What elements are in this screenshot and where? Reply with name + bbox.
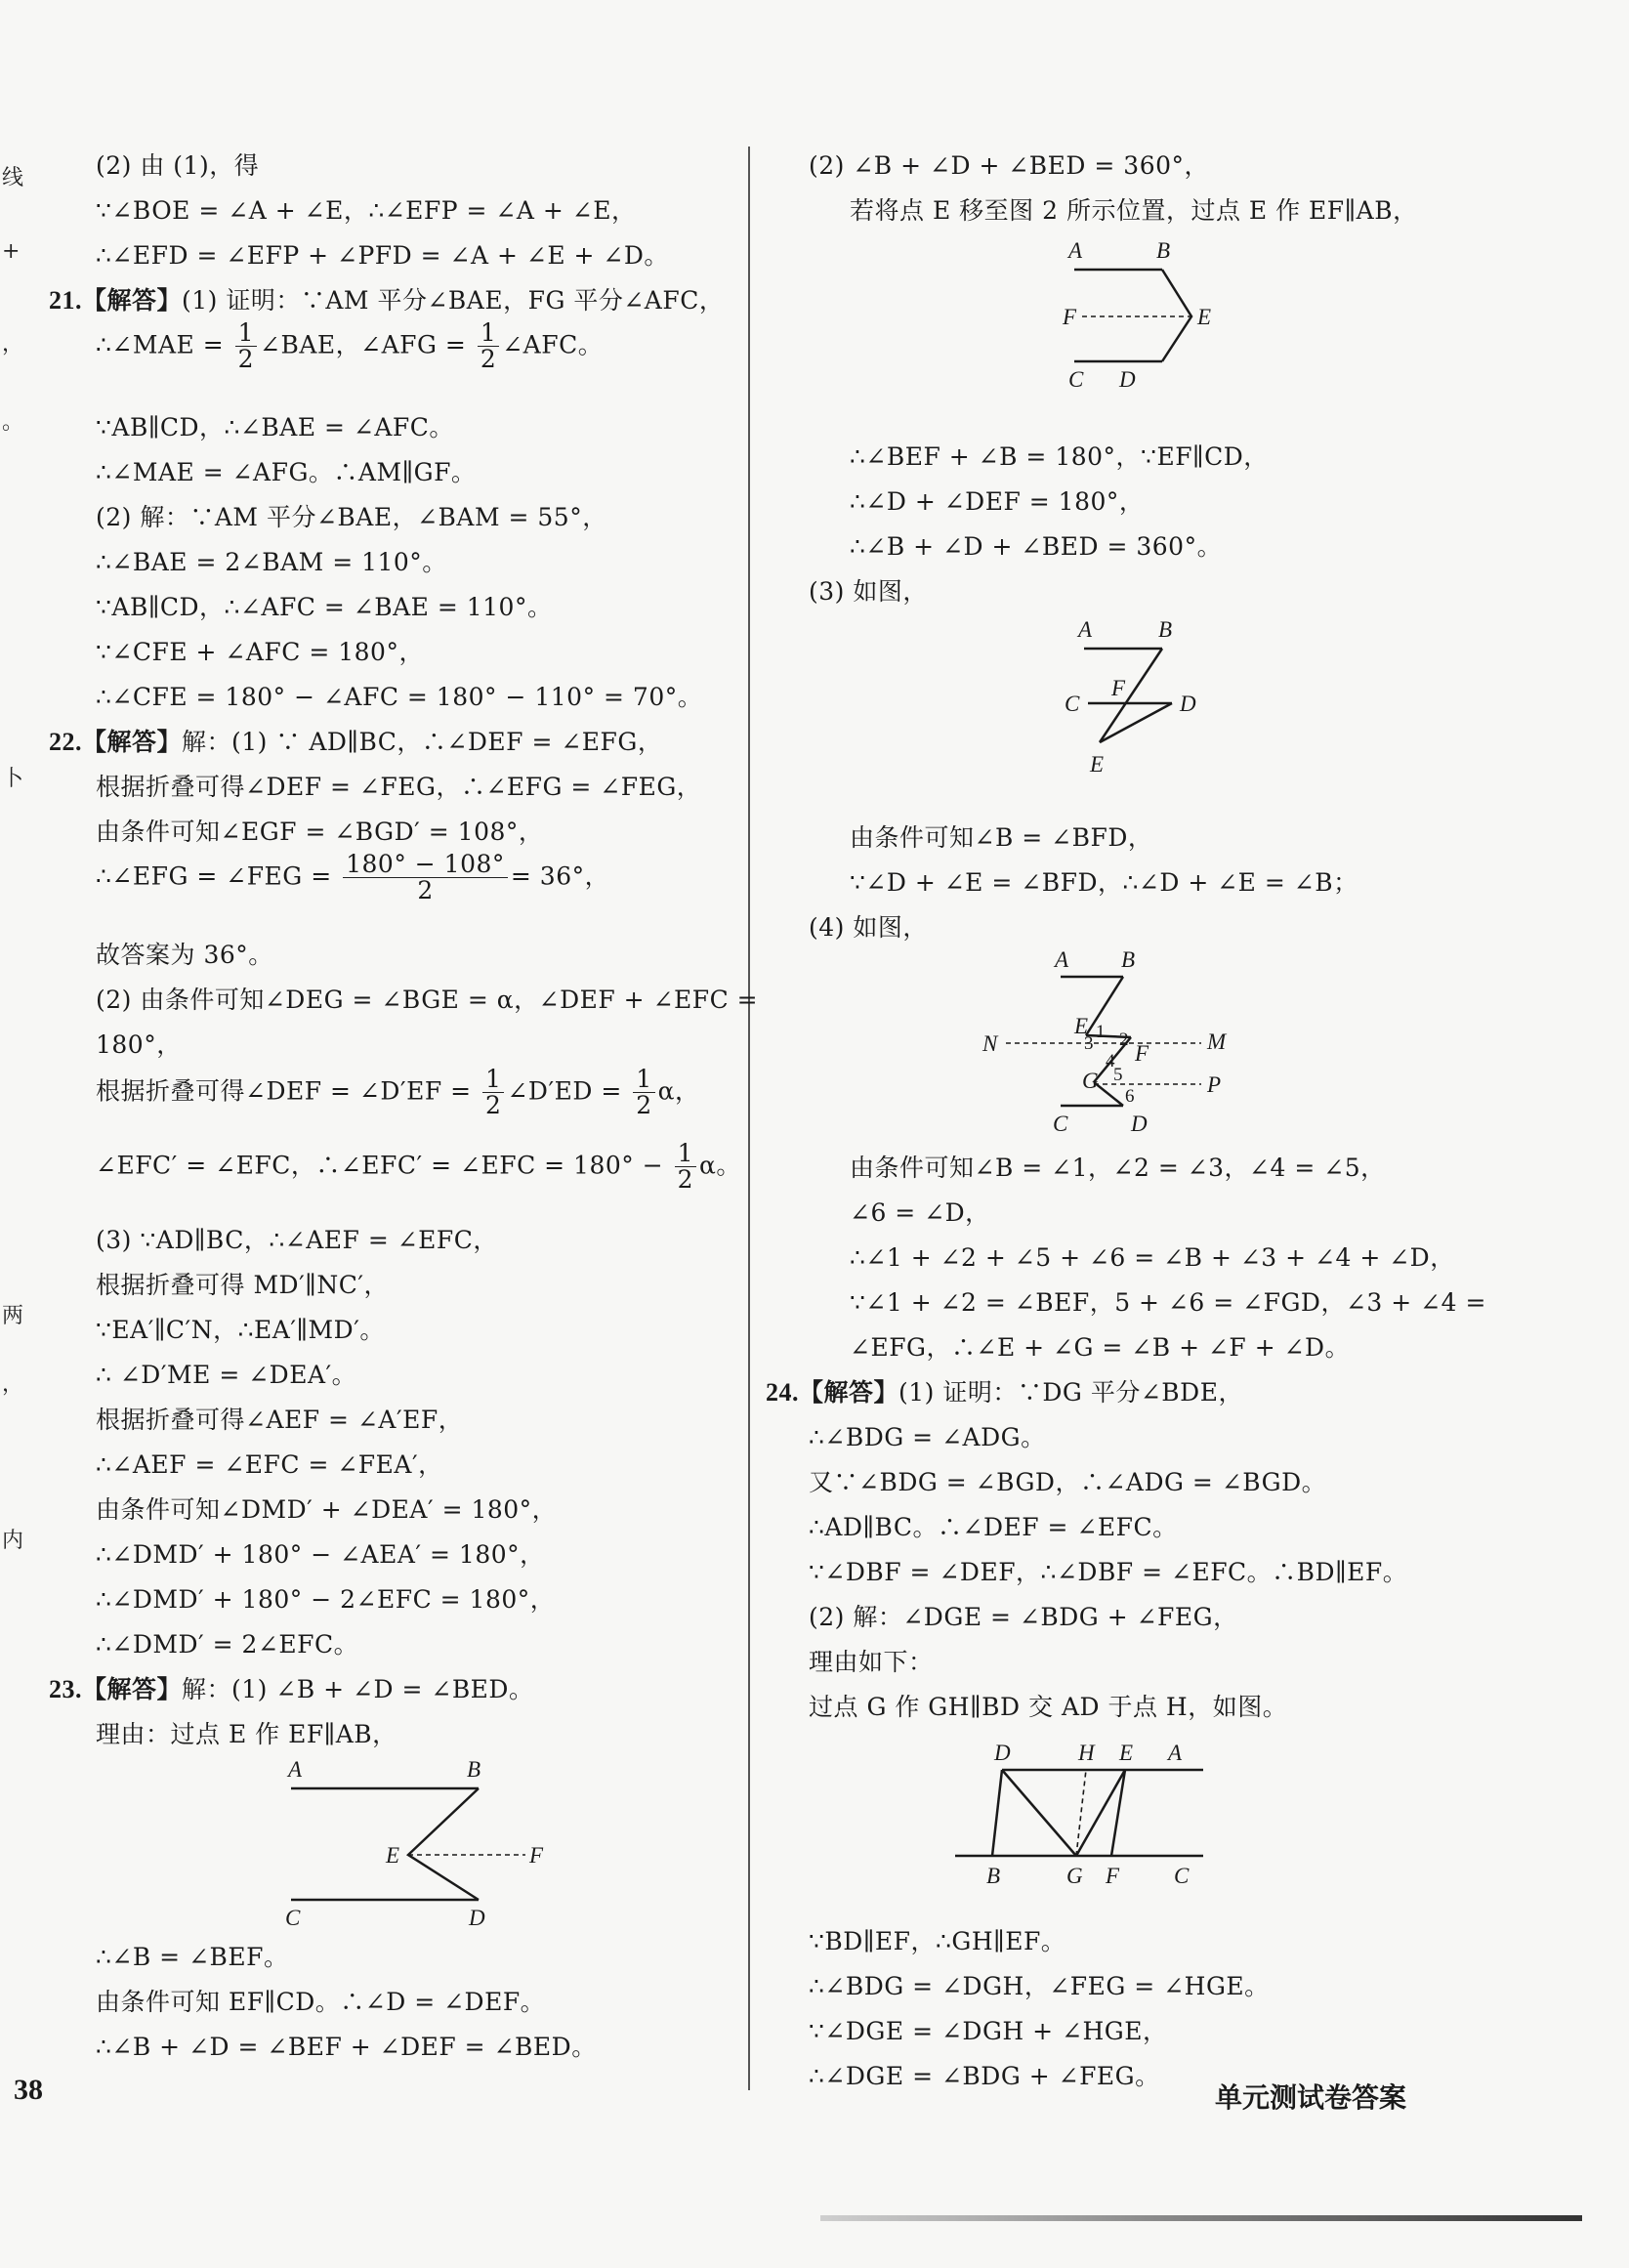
label-G: G	[1082, 1069, 1099, 1093]
answer-tag: 【解答】	[799, 1378, 899, 1407]
text-line: (2) ∠B + ∠D + ∠BED = 360°，	[809, 151, 1210, 180]
label-M: M	[1207, 1029, 1227, 1054]
text-line: (2) 解：∠DGE = ∠BDG + ∠FEG，	[809, 1603, 1238, 1631]
margin-fragment: 线	[2, 166, 24, 190]
text-line: ∴∠BEF + ∠B = 180°，∵EF∥CD，	[850, 442, 1269, 471]
expr-part: α，	[657, 1076, 700, 1106]
label-D: D	[1131, 1112, 1148, 1136]
text-line: ∠EFG，∴∠E + ∠G = ∠B + ∠F + ∠D。	[850, 1333, 1351, 1362]
label-A: A	[1068, 238, 1083, 263]
figure-q23-4	[967, 947, 1231, 1136]
text-line: (2) 由条件可知∠DEG = ∠BGE = α，∠DEF + ∠EFC =	[96, 986, 759, 1014]
text-line: ∵∠D + ∠E = ∠BFD，∴∠D + ∠E = ∠B；	[850, 868, 1358, 897]
segment-BED	[408, 1788, 479, 1900]
segment-DB	[992, 1770, 1002, 1856]
text-line: ∴∠B + ∠D = ∠BEF + ∠DEF = ∠BED。	[96, 2033, 597, 2061]
text-line: ∴∠B + ∠D + ∠BED = 360°。	[850, 532, 1223, 561]
label-C: C	[1053, 1112, 1068, 1136]
text-line: (2) 由 (1)，得	[96, 151, 260, 180]
label-F: F	[1111, 676, 1126, 700]
denominator: 2	[485, 1091, 502, 1120]
fraction	[235, 320, 257, 373]
question-number: 22.	[49, 728, 82, 756]
text-line: 由条件可知∠B = ∠1，∠2 = ∠3，∠4 = ∠5，	[850, 1154, 1386, 1182]
label-B: B	[1156, 238, 1171, 263]
text-line: 又∵∠BDG = ∠BGD，∴∠ADG = ∠BGD。	[809, 1468, 1327, 1496]
text-line: ∴ ∠D′ME = ∠DEA′。	[96, 1361, 357, 1389]
label-A: A	[1078, 617, 1093, 642]
segment-DG	[1002, 1770, 1076, 1856]
text-line: ∵∠1 + ∠2 = ∠BEF，5 + ∠6 = ∠FGD，∠3 + ∠4 =	[850, 1288, 1486, 1317]
text-line: ∵∠CFE + ∠AFC = 180°，	[96, 638, 424, 666]
numerator: 1	[633, 1067, 654, 1093]
denominator: 2	[677, 1165, 694, 1195]
text-line: ∵∠BOE = ∠A + ∠E，∴∠EFP = ∠A + ∠E，	[96, 196, 637, 225]
answer-tag: 【解答】	[82, 728, 183, 756]
label-4: 4	[1106, 1051, 1115, 1071]
label-D: D	[1119, 367, 1136, 392]
text-line: ∴∠MAE = ∠AFG。∴AM∥GF。	[96, 458, 477, 486]
label-F: F	[1106, 1864, 1120, 1888]
text-line: 理由如下：	[809, 1648, 934, 1676]
label-E: E	[1119, 1741, 1134, 1765]
label-A: A	[288, 1757, 303, 1782]
text-line: 若将点 E 移至图 2 所示位置，过点 E 作 EF∥AB，	[850, 196, 1418, 225]
text-line: 根据折叠可得∠DEF = ∠FEG，∴∠EFG = ∠FEG，	[96, 773, 702, 801]
margin-fragment: ，	[2, 1372, 24, 1397]
footer-title: 单元测试卷答案	[1215, 2081, 1407, 2114]
label-B: B	[1158, 617, 1173, 642]
text-line: ∵AB∥CD，∴∠AFC = ∠BAE = 110°。	[96, 593, 553, 621]
label-B: B	[467, 1757, 481, 1782]
label-D: D	[469, 1906, 485, 1930]
figure-q23-2	[1055, 238, 1250, 414]
label-C: C	[285, 1906, 301, 1930]
question-24	[766, 1373, 1243, 1408]
fraction	[478, 320, 499, 373]
text-line: 过点 G 作 GH∥BD 交 AD 于点 H，如图。	[809, 1693, 1288, 1721]
text-line: 根据折叠可得∠AEF = ∠A′EF，	[96, 1406, 464, 1434]
text-line: 由条件可知∠EGF = ∠BGD′ = 108°，	[96, 818, 544, 846]
fraction-line	[96, 1067, 700, 1119]
margin-fragment: 两	[2, 1304, 24, 1328]
expr-part: α。	[699, 1151, 741, 1180]
text-line: ∴∠EFD = ∠EFP + ∠PFD = ∠A + ∠E + ∠D。	[96, 241, 669, 270]
question-21	[49, 281, 724, 316]
label-E: E	[1197, 305, 1212, 329]
margin-fragment: 内	[2, 1529, 24, 1553]
segment-BED	[1162, 270, 1191, 361]
figure-q24	[947, 1731, 1231, 1897]
text-line: ∵BD∥EF，∴GH∥EF。	[809, 1927, 1066, 1955]
label-C: C	[1065, 692, 1080, 716]
label-E: E	[1090, 752, 1105, 777]
question-23	[49, 1670, 533, 1705]
expr-part: ∠EFC′ = ∠EFC，∴∠EFC′ = ∠EFC = 180° −	[96, 1151, 672, 1180]
answer-tag: 【解答】	[82, 286, 183, 315]
text-line: 由条件可知 EF∥CD。∴∠D = ∠DEF。	[96, 1988, 546, 2016]
segment-ED	[1100, 703, 1172, 742]
text-line: ∵∠DBF = ∠DEF，∴∠DBF = ∠EFC。∴BD∥EF。	[809, 1558, 1408, 1586]
fraction	[675, 1141, 696, 1194]
text-line: ∴∠BDG = ∠ADG。	[809, 1423, 1046, 1451]
text-line: (3) ∵AD∥BC，∴∠AEF = ∠EFC，	[96, 1226, 498, 1254]
label-N: N	[982, 1031, 998, 1056]
label-D: D	[1180, 692, 1196, 716]
label-H: H	[1078, 1741, 1095, 1765]
text-line: ∴∠DMD′ = 2∠EFC。	[96, 1630, 359, 1659]
text-line: ∴∠AEF = ∠EFC = ∠FEA′，	[96, 1450, 443, 1479]
text-line: 故答案为 36°。	[96, 941, 273, 969]
text-line: ∵AB∥CD，∴∠BAE = ∠AFC。	[96, 413, 454, 441]
denominator: 2	[237, 345, 255, 374]
margin-fragment: 卜	[2, 767, 24, 791]
label-G: G	[1066, 1864, 1083, 1888]
question-number: 24.	[766, 1378, 799, 1407]
question-text: 解：(1) ∠B + ∠D = ∠BED。	[182, 1675, 534, 1703]
margin-fragment: +	[2, 239, 21, 264]
column-divider	[748, 147, 750, 2090]
text-line: ∴∠D + ∠DEF = 180°，	[850, 487, 1145, 516]
label-F: F	[1135, 1041, 1149, 1066]
denominator: 2	[636, 1091, 652, 1120]
text-line: 由条件可知∠B = ∠BFD，	[850, 823, 1153, 852]
label-6: 6	[1125, 1086, 1135, 1107]
segment-BE	[1100, 649, 1162, 742]
label-C: C	[1174, 1864, 1190, 1888]
text-line: 理由：过点 E 作 EF∥AB，	[96, 1720, 397, 1748]
label-3: 3	[1084, 1033, 1094, 1054]
question-text: 解：(1) ∵ AD∥BC，∴∠DEF = ∠EFG，	[182, 728, 663, 756]
text-line: ∠6 = ∠D，	[850, 1198, 990, 1227]
text-line: ∴∠DMD′ + 180° − 2∠EFC = 180°，	[96, 1585, 556, 1614]
numerator: 180° − 108°	[343, 852, 508, 878]
denominator: 2	[480, 345, 497, 374]
label-C: C	[1068, 367, 1084, 392]
text-line: ∵EA′∥C′N，∴EA′∥MD′。	[96, 1316, 385, 1344]
expr-part: 根据折叠可得∠DEF = ∠D′EF =	[96, 1076, 480, 1106]
margin-fragment: 。	[2, 410, 24, 435]
text-line: (4) 如图，	[809, 913, 928, 942]
fraction	[633, 1067, 654, 1119]
fraction	[482, 1067, 504, 1119]
page-number: 38	[14, 2074, 43, 2106]
fraction	[343, 852, 508, 904]
label-B: B	[986, 1864, 1001, 1888]
expr-part: ∠D′ED =	[507, 1076, 631, 1106]
bottom-rule	[820, 2215, 1582, 2221]
numerator: 1	[675, 1141, 696, 1167]
expr-part: ∠AFC。	[502, 330, 604, 359]
question-text: (1) 证明：∵AM 平分∠BAE，FG 平分∠AFC，	[182, 286, 725, 315]
question-number: 21.	[49, 286, 82, 315]
expr-part: = 36°，	[510, 861, 610, 891]
text-line: ∵∠DGE = ∠DGH + ∠HGE，	[809, 2017, 1168, 2045]
numerator: 1	[478, 320, 499, 347]
label-2: 2	[1119, 1029, 1129, 1050]
expr-part: ∴∠MAE =	[96, 330, 232, 359]
label-B: B	[1121, 947, 1136, 972]
fraction-line	[96, 320, 603, 373]
fraction-line	[96, 1141, 741, 1194]
text-line: ∴AD∥BC。∴∠DEF = ∠EFC。	[809, 1513, 1178, 1541]
text-line: 由条件可知∠DMD′ + ∠DEA′ = 180°，	[96, 1495, 558, 1524]
expr-part: ∠BAE，∠AFG =	[260, 330, 475, 359]
fraction-line	[96, 852, 609, 904]
label-A: A	[1055, 947, 1069, 972]
label-5: 5	[1113, 1065, 1123, 1085]
numerator: 1	[482, 1067, 504, 1093]
text-line: ∴∠B = ∠BEF。	[96, 1943, 289, 1971]
label-P: P	[1207, 1072, 1222, 1097]
question-text: (1) 证明：∵DG 平分∠BDE，	[898, 1378, 1243, 1407]
answer-tag: 【解答】	[82, 1675, 183, 1703]
denominator: 2	[417, 876, 434, 905]
label-E: E	[386, 1843, 400, 1868]
expr-part: ∴∠EFG = ∠FEG =	[96, 861, 341, 891]
text-line: ∴∠BAE = 2∠BAM = 110°。	[96, 548, 447, 576]
text-line: ∴∠CFE = 180° − ∠AFC = 180° − 110° = 70°。	[96, 683, 703, 711]
margin-fragment: ，	[2, 332, 24, 357]
text-line: ∴∠BDG = ∠DGH，∠FEG = ∠HGE。	[809, 1972, 1270, 2000]
figure-q23-1	[283, 1753, 544, 1930]
label-A: A	[1168, 1741, 1183, 1765]
question-22	[49, 723, 662, 758]
label-E: E	[1074, 1014, 1089, 1038]
label-F: F	[1063, 305, 1077, 329]
text-line: 根据折叠可得 MD′∥NC′，	[96, 1271, 389, 1299]
text-line: ∴∠DGE = ∠BDG + ∠FEG。	[809, 2062, 1160, 2090]
text-line: (2) 解：∵AM 平分∠BAE，∠BAM = 55°，	[96, 503, 607, 531]
text-line: (3) 如图，	[809, 577, 928, 606]
label-1: 1	[1096, 1022, 1106, 1042]
numerator: 1	[235, 320, 257, 347]
label-D: D	[994, 1741, 1011, 1765]
text-line: ∴∠1 + ∠2 + ∠5 + ∠6 = ∠B + ∠3 + ∠4 + ∠D，	[850, 1243, 1455, 1272]
label-F: F	[529, 1843, 544, 1868]
figure-q23-3	[1055, 615, 1250, 801]
text-line: 180°，	[96, 1030, 182, 1059]
question-number: 23.	[49, 1675, 82, 1703]
text-line: ∴∠DMD′ + 180° − ∠AEA′ = 180°，	[96, 1540, 545, 1569]
